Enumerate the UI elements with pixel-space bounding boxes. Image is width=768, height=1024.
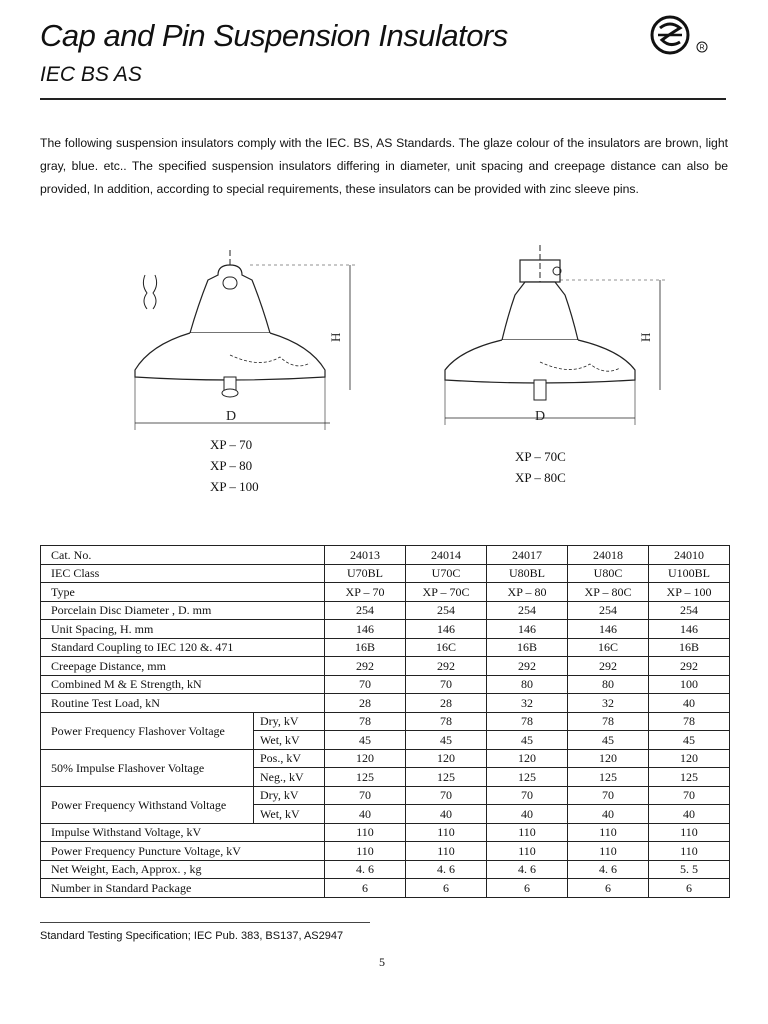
table-cell: 40: [325, 805, 406, 824]
sub-label: Dry, kV: [254, 786, 325, 805]
table-cell: 125: [406, 768, 487, 787]
table-cell: 125: [325, 768, 406, 787]
table-cell: 292: [487, 657, 568, 676]
table-cell: 254: [568, 601, 649, 620]
table-cell: 24017: [487, 546, 568, 565]
table-cell: 28: [325, 694, 406, 713]
row-label: Combined M & E Strength, kN: [41, 675, 325, 694]
table-cell: 6: [325, 879, 406, 898]
row-label: Power Frequency Puncture Voltage, kV: [41, 842, 325, 861]
table-cell: 80: [568, 675, 649, 694]
sub-label: Pos., kV: [254, 749, 325, 768]
caption-xp70: XP – 70: [210, 437, 253, 452]
table-cell: 70: [406, 786, 487, 805]
table-cell: 110: [649, 842, 730, 861]
group-label: Power Frequency Withstand Voltage: [41, 786, 254, 823]
caption-xp100: XP – 100: [210, 479, 259, 494]
group-label: Power Frequency Flashover Voltage: [41, 712, 254, 749]
caption-xp80: XP – 80: [210, 458, 253, 473]
table-cell: 40: [406, 805, 487, 824]
table-cell: 78: [649, 712, 730, 731]
table-cell: 70: [568, 786, 649, 805]
table-cell: 70: [649, 786, 730, 805]
table-cell: 110: [325, 823, 406, 842]
table-cell: XP – 70C: [406, 583, 487, 602]
table-cell: 40: [487, 805, 568, 824]
row-label: Net Weight, Each, Approx. , kg: [41, 860, 325, 879]
insulator-diagram-ball-socket: [130, 245, 343, 435]
table-cell: 16B: [649, 638, 730, 657]
page-title: Cap and Pin Suspension Insulators: [40, 18, 508, 53]
table-cell: 70: [406, 675, 487, 694]
table-cell: 110: [568, 842, 649, 861]
table-cell: 125: [487, 768, 568, 787]
group-label: 50% Impulse Flashover Voltage: [41, 749, 254, 786]
table-cell: 78: [487, 712, 568, 731]
row-label: Number in Standard Package: [41, 879, 325, 898]
right-figure-captions: [515, 446, 566, 488]
table-cell: 110: [406, 823, 487, 842]
table-cell: 24014: [406, 546, 487, 565]
table-cell: U80C: [568, 564, 649, 583]
sub-label: Neg., kV: [254, 768, 325, 787]
table-cell: 80: [487, 675, 568, 694]
table-row: [41, 564, 730, 583]
table-cell: 40: [568, 805, 649, 824]
table-cell: 120: [649, 749, 730, 768]
row-label: Cat. No.: [41, 546, 325, 565]
row-label: Standard Coupling to IEC 120 &. 471: [41, 638, 325, 657]
right-dim-h: H: [638, 332, 653, 342]
table-cell: 4. 6: [568, 860, 649, 879]
table-row: [41, 860, 730, 879]
header-rule: [40, 98, 726, 100]
table-cell: 78: [568, 712, 649, 731]
table-cell: 6: [406, 879, 487, 898]
table-cell: 292: [568, 657, 649, 676]
table-cell: 120: [487, 749, 568, 768]
caption-xp80c: XP – 80C: [515, 470, 566, 485]
right-dim-d: D: [535, 409, 546, 424]
footer-rule: [40, 922, 370, 923]
table-row: [41, 879, 730, 898]
table-cell: 24018: [568, 546, 649, 565]
left-dim-h: H: [328, 332, 343, 342]
company-logo-icon: [640, 14, 712, 58]
intro-paragraph: The following suspension insulators comply with the IEC. BS, AS Standards. The glaze colour of the insulators are brown, light gray, blue. etc.. The specified suspension insulators differing in diameter, unit spacing and creepage distance can also be provided, In addition, according to special requirements, these insulators can be provided with zinc sleeve pins.: [40, 136, 728, 196]
row-label: Impulse Withstand Voltage, kV: [41, 823, 325, 842]
specification-table: [40, 545, 730, 898]
table-cell: 120: [325, 749, 406, 768]
table-row: [41, 657, 730, 676]
table-row: [41, 786, 730, 805]
table-cell: 120: [568, 749, 649, 768]
table-row: [41, 546, 730, 565]
table-cell: 45: [568, 731, 649, 750]
table-row: [41, 583, 730, 602]
table-cell: 16C: [568, 638, 649, 657]
table-cell: 110: [406, 842, 487, 861]
table-cell: 110: [487, 842, 568, 861]
table-cell: 146: [406, 620, 487, 639]
left-dim-d: D: [226, 409, 237, 424]
table-cell: 120: [406, 749, 487, 768]
table-cell: 292: [649, 657, 730, 676]
table-row: [41, 823, 730, 842]
row-label: Creepage Distance, mm: [41, 657, 325, 676]
table-cell: XP – 80C: [568, 583, 649, 602]
left-figure-captions: [210, 434, 259, 497]
svg-text:R: R: [699, 44, 705, 52]
footer-note: Standard Testing Specification; IEC Pub. 383, BS137, AS2947: [40, 930, 344, 942]
table-cell: U70C: [406, 564, 487, 583]
table-cell: 70: [487, 786, 568, 805]
table-cell: 125: [568, 768, 649, 787]
table-row: [41, 694, 730, 713]
row-label: Porcelain Disc Diameter , D. mm: [41, 601, 325, 620]
sub-label: Wet, kV: [254, 731, 325, 750]
table-cell: 110: [649, 823, 730, 842]
sub-label: Wet, kV: [254, 805, 325, 824]
table-row: [41, 712, 730, 731]
table-row: [41, 601, 730, 620]
table-cell: 110: [487, 823, 568, 842]
table-cell: 45: [406, 731, 487, 750]
table-cell: 292: [406, 657, 487, 676]
table-cell: U70BL: [325, 564, 406, 583]
table-cell: XP – 70: [325, 583, 406, 602]
table-cell: 4. 6: [406, 860, 487, 879]
page-number: 5: [379, 955, 385, 969]
table-cell: 16B: [487, 638, 568, 657]
table-cell: 70: [325, 786, 406, 805]
table-cell: 32: [568, 694, 649, 713]
table-cell: 100: [649, 675, 730, 694]
table-row: [41, 638, 730, 657]
table-cell: 16C: [406, 638, 487, 657]
insulator-diagram-clevis: [420, 240, 670, 430]
table-row: [41, 749, 730, 768]
table-cell: 32: [487, 694, 568, 713]
table-cell: 110: [568, 823, 649, 842]
table-cell: 254: [649, 601, 730, 620]
caption-xp70c: XP – 70C: [515, 449, 566, 464]
row-label: IEC Class: [41, 564, 325, 583]
table-cell: 45: [487, 731, 568, 750]
table-row: [41, 620, 730, 639]
table-cell: 146: [568, 620, 649, 639]
table-cell: 40: [649, 805, 730, 824]
table-cell: 6: [649, 879, 730, 898]
table-cell: 125: [649, 768, 730, 787]
sub-label: Dry, kV: [254, 712, 325, 731]
table-cell: 45: [649, 731, 730, 750]
table-cell: 110: [325, 842, 406, 861]
table-cell: 292: [325, 657, 406, 676]
table-cell: 146: [487, 620, 568, 639]
table-cell: 6: [487, 879, 568, 898]
table-cell: 28: [406, 694, 487, 713]
row-label: Unit Spacing, H. mm: [41, 620, 325, 639]
table-cell: 70: [325, 675, 406, 694]
table-row: [41, 675, 730, 694]
table-cell: 5. 5: [649, 860, 730, 879]
table-cell: 24013: [325, 546, 406, 565]
table-cell: 254: [406, 601, 487, 620]
row-label: Routine Test Load, kN: [41, 694, 325, 713]
table-cell: 4. 6: [487, 860, 568, 879]
table-cell: 45: [325, 731, 406, 750]
table-cell: 146: [325, 620, 406, 639]
table-row: [41, 842, 730, 861]
table-cell: XP – 100: [649, 583, 730, 602]
table-cell: 6: [568, 879, 649, 898]
table-cell: XP – 80: [487, 583, 568, 602]
table-cell: 24010: [649, 546, 730, 565]
table-cell: 40: [649, 694, 730, 713]
row-label: Type: [41, 583, 325, 602]
table-cell: 16B: [325, 638, 406, 657]
table-cell: 78: [325, 712, 406, 731]
table-cell: 146: [649, 620, 730, 639]
table-cell: U100BL: [649, 564, 730, 583]
table-cell: 78: [406, 712, 487, 731]
page-subtitle: IEC BS AS: [40, 63, 142, 86]
table-cell: U80BL: [487, 564, 568, 583]
table-cell: 4. 6: [325, 860, 406, 879]
table-cell: 254: [487, 601, 568, 620]
table-cell: 254: [325, 601, 406, 620]
